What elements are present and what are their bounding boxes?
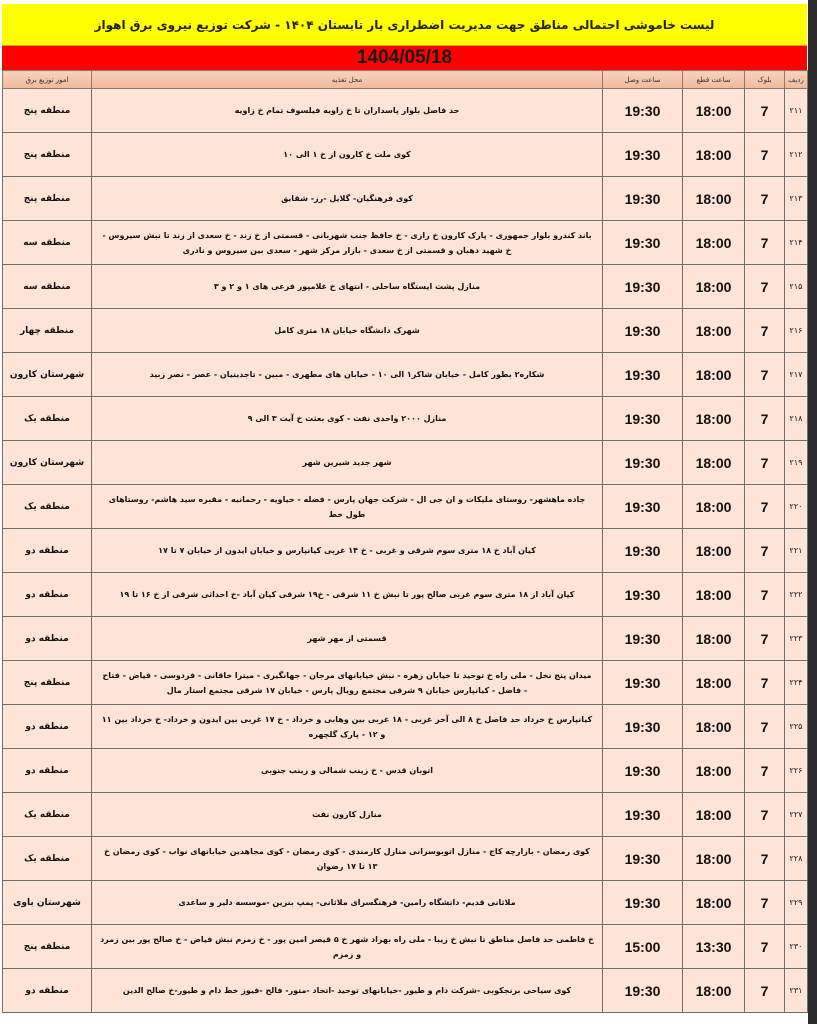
block-number: 7: [745, 485, 785, 529]
outage-table: [2, 70, 808, 1013]
location-description: کوی رمضان - بازارچه کاج - منازل اتوبوسرانی منازل کارمندی - کوی رمضان - کوی مجاهدین خیابانهای نواب - کوی رمضان خ ۱۳ تا ۱۷ رضوان: [92, 837, 603, 881]
block-number: 7: [745, 133, 785, 177]
cut-time: 18:00: [683, 793, 745, 837]
location-description: باند کندرو بلوار جمهوری - پارک کارون خ رازی - خ حافظ جنب شهربانی - قسمتی از خ زند - خ سعدی از زند تا نبش سیروس - خ شهید دهبان و قسمتی از خ سعدی - بازار مرکز شهر - سعدی بین سیروس و نادری: [92, 221, 603, 265]
connect-time: 19:30: [603, 749, 683, 793]
row-number: ۲۲۷: [785, 793, 808, 837]
district-name: شهرستان باوی: [3, 881, 92, 925]
table-row: [3, 89, 808, 133]
cut-time: 18:00: [683, 485, 745, 529]
cut-time: 18:00: [683, 133, 745, 177]
connect-time: 19:30: [603, 837, 683, 881]
connect-time: 19:30: [603, 705, 683, 749]
connect-time: 19:30: [603, 309, 683, 353]
cut-time: 18:00: [683, 705, 745, 749]
location-description: کیان آباد از ۱۸ متری سوم غربی صالح پور تا نبش خ ۱۱ شرقی - خ۱۹ شرقی کیان آباد -خ احداثی شرقی از خ ۱۶ تا ۱۹: [92, 573, 603, 617]
cut-time: 18:00: [683, 881, 745, 925]
row-number: ۲۱۱: [785, 89, 808, 133]
table-row: [3, 573, 808, 617]
block-number: 7: [745, 837, 785, 881]
district-name: منطقه چهار: [3, 309, 92, 353]
header-location: محل تغذیه: [92, 71, 603, 89]
document-title: لیست خاموشی احتمالی مناطق جهت مدیریت اضطراری بار تابستان ۱۴۰۴ - شرکت توزیع نیروی برق اهواز: [2, 4, 807, 46]
location-description: خ فاطمی حد فاصل مناطق تا نبش خ زیبا - ملی راه بهزاد شهر خ ۵ قیصر امین پور - خ زمزم نبش فیاض - خ صالح پور بین زمرد و زمزم: [92, 925, 603, 969]
row-number: ۲۲۰: [785, 485, 808, 529]
table-row: [3, 705, 808, 749]
location-description: اتوبان قدس - خ زینب شمالی و زینب جنوبی: [92, 749, 603, 793]
table-row: [3, 837, 808, 881]
connect-time: 19:30: [603, 89, 683, 133]
connect-time: 19:30: [603, 881, 683, 925]
location-description: منازل پشت ایستگاه ساحلی - انتهای خ غلامپور فرعی های ۱ و ۲ و ۳: [92, 265, 603, 309]
table-row: [3, 529, 808, 573]
district-name: منطقه یک: [3, 485, 92, 529]
row-number: ۲۲۴: [785, 661, 808, 705]
block-number: 7: [745, 529, 785, 573]
location-description: میدان پنج نخل - ملی راه خ توحید تا خیابان زهره - نبش خیابانهای مرجان - جهانگیری - میترا خاقانی - فردوسی - فیاض - فتاح - فاضل - کیانپارس خیابان ۹ شرقی مجتمع رویال پارس - خیابان ۱۷ شرقی مجتمع استار مال: [92, 661, 603, 705]
district-name: منطقه پنج: [3, 133, 92, 177]
cut-time: 18:00: [683, 617, 745, 661]
location-description: شهرک دانشگاه خیابان ۱۸ متری کامل: [92, 309, 603, 353]
block-number: 7: [745, 441, 785, 485]
table-row: [3, 265, 808, 309]
table-row: [3, 881, 808, 925]
table-row: [3, 793, 808, 837]
location-description: شهر جدید شیرین شهر: [92, 441, 603, 485]
table-row: [3, 969, 808, 1013]
block-number: 7: [745, 793, 785, 837]
district-name: شهرستان کارون: [3, 353, 92, 397]
district-name: منطقه پنج: [3, 177, 92, 221]
row-number: ۲۱۹: [785, 441, 808, 485]
district-name: منطقه دو: [3, 529, 92, 573]
connect-time: 19:30: [603, 265, 683, 309]
district-name: منطقه یک: [3, 397, 92, 441]
row-number: ۲۲۵: [785, 705, 808, 749]
district-name: منطقه پنج: [3, 925, 92, 969]
cut-time: 18:00: [683, 529, 745, 573]
cut-time: 18:00: [683, 353, 745, 397]
district-name: منطقه یک: [3, 793, 92, 837]
cut-time: 18:00: [683, 661, 745, 705]
cut-time: 18:00: [683, 89, 745, 133]
connect-time: 19:30: [603, 353, 683, 397]
block-number: 7: [745, 705, 785, 749]
connect-time: 19:30: [603, 617, 683, 661]
header-cut-time: ساعت قطع: [683, 71, 745, 89]
block-number: 7: [745, 573, 785, 617]
block-number: 7: [745, 397, 785, 441]
connect-time: 19:30: [603, 793, 683, 837]
location-description: منازل ۲۰۰۰ واحدی نفت - کوی بعثت خ آیت ۳ الی ۹: [92, 397, 603, 441]
block-number: 7: [745, 969, 785, 1013]
district-name: منطقه دو: [3, 573, 92, 617]
connect-time: 19:30: [603, 485, 683, 529]
location-description: کوی سیاحی برنجکوبی -شرکت دام و طیور -خیابانهای توحید -اتحاد -متور- فالح -فیوز خط دام و طیور-خ صالح الدین: [92, 969, 603, 1013]
location-description: کیان آباد خ ۱۸ متری سوم شرقی و غربی - خ ۱۴ غربی کیانپارس و خیابان ایدون از خیابان ۷ تا ۱۷: [92, 529, 603, 573]
table-header-row: [3, 71, 808, 89]
cut-time: 18:00: [683, 265, 745, 309]
table-row: [3, 177, 808, 221]
location-description: قسمتی از مهر شهر: [92, 617, 603, 661]
cut-time: 18:00: [683, 221, 745, 265]
cut-time: 18:00: [683, 837, 745, 881]
location-description: ملاثانی قدیم- دانشگاه رامین- فرهنگسرای ملاثانی- پمپ بنزین -موسسه دلیر و ساعدی: [92, 881, 603, 925]
block-number: 7: [745, 177, 785, 221]
row-number: ۲۱۸: [785, 397, 808, 441]
connect-time: 19:30: [603, 397, 683, 441]
location-description: منازل کارون نفت: [92, 793, 603, 837]
district-name: منطقه دو: [3, 749, 92, 793]
connect-time: 19:30: [603, 969, 683, 1013]
location-description: جاده ماهشهر- روستای ملیکات و ان جی ال - شرکت جهان پارس - فضله - حیاویه - رحمانیه - مقبره سید هاشم- روستاهای طول خط: [92, 485, 603, 529]
block-number: 7: [745, 89, 785, 133]
district-name: منطقه دو: [3, 617, 92, 661]
row-number: ۲۲۹: [785, 881, 808, 925]
district-name: منطقه سه: [3, 265, 92, 309]
header-district: امور توزیع برق: [3, 71, 92, 89]
row-number: ۲۲۱: [785, 529, 808, 573]
connect-time: 15:00: [603, 925, 683, 969]
header-block: بلوک: [745, 71, 785, 89]
table-row: [3, 925, 808, 969]
location-description: کوی ملت خ کارون از خ ۱ الی ۱۰: [92, 133, 603, 177]
connect-time: 19:30: [603, 221, 683, 265]
table-row: [3, 353, 808, 397]
screen-edge: [808, 0, 817, 1024]
row-number: ۲۲۶: [785, 749, 808, 793]
district-name: منطقه سه: [3, 221, 92, 265]
connect-time: 19:30: [603, 133, 683, 177]
district-name: منطقه یک: [3, 837, 92, 881]
header-row-no: ردیف: [785, 71, 808, 89]
table-row: [3, 485, 808, 529]
table-row: [3, 661, 808, 705]
header-connect-time: ساعت وصل: [603, 71, 683, 89]
cut-time: 18:00: [683, 749, 745, 793]
table-row: [3, 617, 808, 661]
connect-time: 19:30: [603, 529, 683, 573]
block-number: 7: [745, 353, 785, 397]
table-row: [3, 749, 808, 793]
location-description: کوی فرهنگیان- گلایل -رز- شقایق: [92, 177, 603, 221]
row-number: ۲۲۸: [785, 837, 808, 881]
district-name: منطقه دو: [3, 705, 92, 749]
cut-time: 18:00: [683, 309, 745, 353]
location-description: شکاره۲ بطور کامل - خیابان شاکر۱ الی ۱۰ - خیابان های مطهری - مبین - تاجدینیان - عصر - نصر زبید: [92, 353, 603, 397]
connect-time: 19:30: [603, 661, 683, 705]
block-number: 7: [745, 925, 785, 969]
location-description: حد فاصل بلوار پاسداران تا خ زاویه فیلسوف تمام خ زاویه: [92, 89, 603, 133]
connect-time: 19:30: [603, 441, 683, 485]
table-row: [3, 133, 808, 177]
connect-time: 19:30: [603, 177, 683, 221]
outage-schedule-sheet: [2, 4, 807, 1013]
block-number: 7: [745, 881, 785, 925]
schedule-date: 1404/05/18: [2, 46, 807, 70]
table-row: [3, 397, 808, 441]
table-row: [3, 309, 808, 353]
cut-time: 18:00: [683, 969, 745, 1013]
row-number: ۲۲۲: [785, 573, 808, 617]
district-name: منطقه پنج: [3, 661, 92, 705]
block-number: 7: [745, 661, 785, 705]
table-row: [3, 441, 808, 485]
row-number: ۲۱۲: [785, 133, 808, 177]
district-name: منطقه پنج: [3, 89, 92, 133]
row-number: ۲۱۶: [785, 309, 808, 353]
row-number: ۲۳۰: [785, 925, 808, 969]
cut-time: 18:00: [683, 177, 745, 221]
cut-time: 18:00: [683, 573, 745, 617]
row-number: ۲۱۳: [785, 177, 808, 221]
cut-time: 18:00: [683, 441, 745, 485]
block-number: 7: [745, 309, 785, 353]
row-number: ۲۱۴: [785, 221, 808, 265]
row-number: ۲۱۵: [785, 265, 808, 309]
district-name: منطقه دو: [3, 969, 92, 1013]
location-description: کیانپارس خ خرداد حد فاصل خ ۸ الی آخر غربی - ۱۸ غربی بین وهابی و خرداد - خ ۱۷ غربی بین ایدون و خرداد- خ خرداد بین ۱۱ و ۱۲ - پارک گلچهره: [92, 705, 603, 749]
district-name: شهرستان کارون: [3, 441, 92, 485]
block-number: 7: [745, 221, 785, 265]
table-row: [3, 221, 808, 265]
cut-time: 13:30: [683, 925, 745, 969]
row-number: ۲۲۳: [785, 617, 808, 661]
connect-time: 19:30: [603, 573, 683, 617]
row-number: ۲۱۷: [785, 353, 808, 397]
block-number: 7: [745, 749, 785, 793]
row-number: ۲۳۱: [785, 969, 808, 1013]
block-number: 7: [745, 617, 785, 661]
block-number: 7: [745, 265, 785, 309]
cut-time: 18:00: [683, 397, 745, 441]
